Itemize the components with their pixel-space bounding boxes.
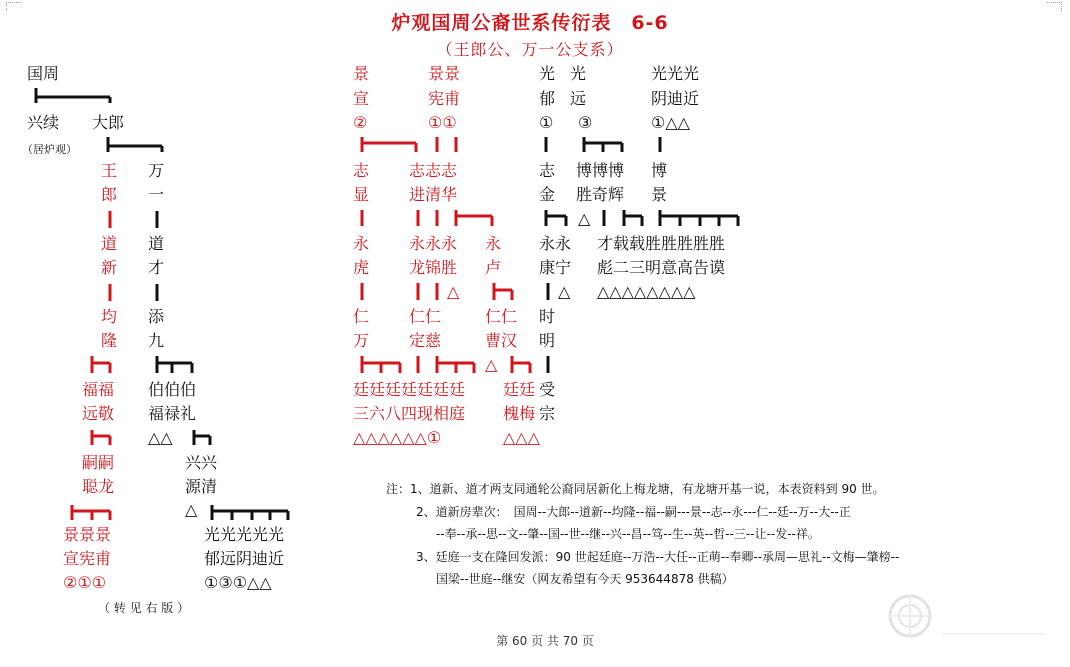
node-c2-dingci: 定慈 xyxy=(409,331,442,350)
node-c3-yongyong: 永永 xyxy=(539,234,572,253)
node-c2-yong-2: 永 xyxy=(485,234,502,253)
node-c3-zong: 宗 xyxy=(539,404,556,423)
node-yuyuanyindijin: 郁远阴迪近 xyxy=(204,549,285,568)
node-c2-circ2: ② xyxy=(353,113,368,132)
node-c2-tingting: 廷廷 xyxy=(503,380,536,399)
node-fululi: 福禄礼 xyxy=(148,404,197,423)
node-yuanqing: 源清 xyxy=(185,477,218,496)
node-yi: 一 xyxy=(148,185,165,204)
node-c3-yuan: 远 xyxy=(570,89,587,108)
node-guozhou: 国周 xyxy=(27,64,60,83)
node-jun: 均 xyxy=(101,307,118,326)
node-c3-guang-1: 光 xyxy=(539,64,556,83)
node-c3-bo3: 博博博 xyxy=(576,161,625,180)
node-c3-tri-1: △ xyxy=(578,209,591,228)
node-c2-caohan: 曹汉 xyxy=(485,331,518,350)
node-sisi: 嗣嗣 xyxy=(82,453,115,472)
node-c3-guang-3: 光光光 xyxy=(651,64,700,83)
node-tri-a: △ xyxy=(185,500,198,519)
node-bobobo: 伯伯伯 xyxy=(148,380,197,399)
node-yuanjing: 远敬 xyxy=(82,404,115,423)
node-c2-ting-row: 廷廷廷廷廷廷廷 xyxy=(353,380,466,399)
node-wan: 万 xyxy=(148,161,165,180)
note-line-3: --奉--承--思--文--肇--国--世--继--兴--昌--笃--生--英--哲--三--让--发--祥。 xyxy=(436,527,820,541)
node-c2-yongyongyong: 永永永 xyxy=(409,234,458,253)
node-note-juluguan: （居炉观） xyxy=(22,143,77,156)
node-c2-ren: 仁 xyxy=(353,307,370,326)
node-c2-lu: 卢 xyxy=(485,258,502,277)
node-c3-zhi: 志 xyxy=(539,161,556,180)
note-line-1: 注：1、道新、道才两支同通轮公裔同居新化上梅龙塘，有龙塘开基一说，本表资料到 90 世。 xyxy=(386,482,885,496)
node-dalang: 大郎 xyxy=(92,113,125,132)
node-wang: 王 xyxy=(101,161,118,180)
node-lang: 郎 xyxy=(101,185,118,204)
node-fufu: 福福 xyxy=(82,380,115,399)
node-c2-renren-2: 仁仁 xyxy=(485,307,518,326)
node-c2-xian: 显 xyxy=(353,185,370,204)
node-c3-yu: 郁 xyxy=(539,89,556,108)
node-c2-circ11: ①① xyxy=(428,113,457,132)
page-footer: 第 60 页 共 70 页 xyxy=(496,634,594,648)
note-line-2: 2、道新房辈次： 国周--大郎--道新--均隆--福--嗣---景--志--永---仁--廷--万--大--正 xyxy=(416,504,851,519)
node-c2-tri-1: △ xyxy=(447,282,460,301)
node-c3-yindijin: 阴迪近 xyxy=(651,89,700,108)
node-long: 隆 xyxy=(101,331,118,350)
node-c2-tri-3: △△△ xyxy=(503,428,540,447)
node-c2-xuan: 宣 xyxy=(353,89,370,108)
node-c2-hu: 虎 xyxy=(353,258,370,277)
node-dao-1: 道 xyxy=(101,234,118,253)
watermark-logo xyxy=(880,588,1050,644)
node-c2-ting-names: 三六八四现相庭 xyxy=(353,404,466,423)
node-c2-wan: 万 xyxy=(353,331,370,350)
node-c3-ming: 明 xyxy=(539,331,556,350)
page-subtitle: （王郎公、万一公支系） xyxy=(436,40,624,59)
node-c3-jin: 金 xyxy=(539,185,556,204)
node-c2-jinqinghua: 进清华 xyxy=(409,185,458,204)
node-c2-yong: 永 xyxy=(353,234,370,253)
note-line-4: 3、廷庭一支在隆回发派：90 世起廷庭--万浩--大任--正萌--奉卿--承周—思礼--文梅—肇榜-- xyxy=(416,549,900,564)
node-c2-jing: 景 xyxy=(353,64,370,83)
node-c2-zhi: 志 xyxy=(353,161,370,180)
node-c2-kuimei: 槐梅 xyxy=(503,404,536,423)
node-c2-longjinsheng: 龙锦胜 xyxy=(409,258,458,277)
turn-page-note: （ 转 见 右 版 ） xyxy=(98,601,190,615)
node-c3-bo1: 博 xyxy=(651,161,668,180)
node-c3-shou: 受 xyxy=(539,380,556,399)
node-xingxu: 兴续 xyxy=(27,113,60,132)
node-c3-name-row: 彪二三明意高告谟 xyxy=(597,258,726,277)
node-conglong: 聪龙 xyxy=(82,477,115,496)
node-c3-guang-2: 光 xyxy=(570,64,587,83)
notes-block xyxy=(386,478,986,591)
node-c2-jingjing: 景景 xyxy=(428,64,461,83)
node-c2-zhizhizhi: 志志志 xyxy=(409,161,458,180)
node-xin: 新 xyxy=(101,258,118,277)
node-c3-tri-2: △ xyxy=(558,282,571,301)
page-title: 炉观国周公裔世系传衍表 6-6 xyxy=(391,12,669,34)
node-c2-xianfu: 宪甫 xyxy=(428,89,461,108)
note-line-5: 国梁--世庭--继安（网友希望有今天 953644878 供稿） xyxy=(436,572,734,586)
node-c3-tri-row: △△△△△△△△ xyxy=(597,282,696,301)
node-c3-cai-row: 才载载胜胜胜胜胜 xyxy=(597,234,726,253)
node-xingxing: 兴兴 xyxy=(185,453,218,472)
node-c3-kangning: 康宁 xyxy=(539,258,572,277)
node-circ-211: ②①① xyxy=(63,573,107,592)
node-guang5: 光光光光光 xyxy=(204,525,285,544)
node-tian: 添 xyxy=(148,307,165,326)
node-c3-shi: 时 xyxy=(539,307,556,326)
node-c2-tri-row: △△△△△△① xyxy=(353,428,442,447)
node-tri-tri: △△ xyxy=(148,428,173,447)
node-c3-circ3: ③ xyxy=(578,113,593,132)
node-c3-jing: 景 xyxy=(651,185,668,204)
node-c3-circ1-tri: ①△△ xyxy=(651,113,690,132)
node-circ-tri-13122: ①③①△△ xyxy=(204,573,272,592)
node-jiu: 九 xyxy=(148,331,165,350)
node-c3-shengqihui: 胜奇辉 xyxy=(576,185,625,204)
node-xuanxianfu: 宣宪甫 xyxy=(63,549,112,568)
node-dao-2: 道 xyxy=(148,234,165,253)
node-jingjingjing: 景景景 xyxy=(63,525,112,544)
node-c3-circ1: ① xyxy=(539,113,554,132)
node-c2-tri-2: △ xyxy=(485,355,498,374)
node-cai: 才 xyxy=(148,258,165,277)
node-c2-renren: 仁仁 xyxy=(409,307,442,326)
